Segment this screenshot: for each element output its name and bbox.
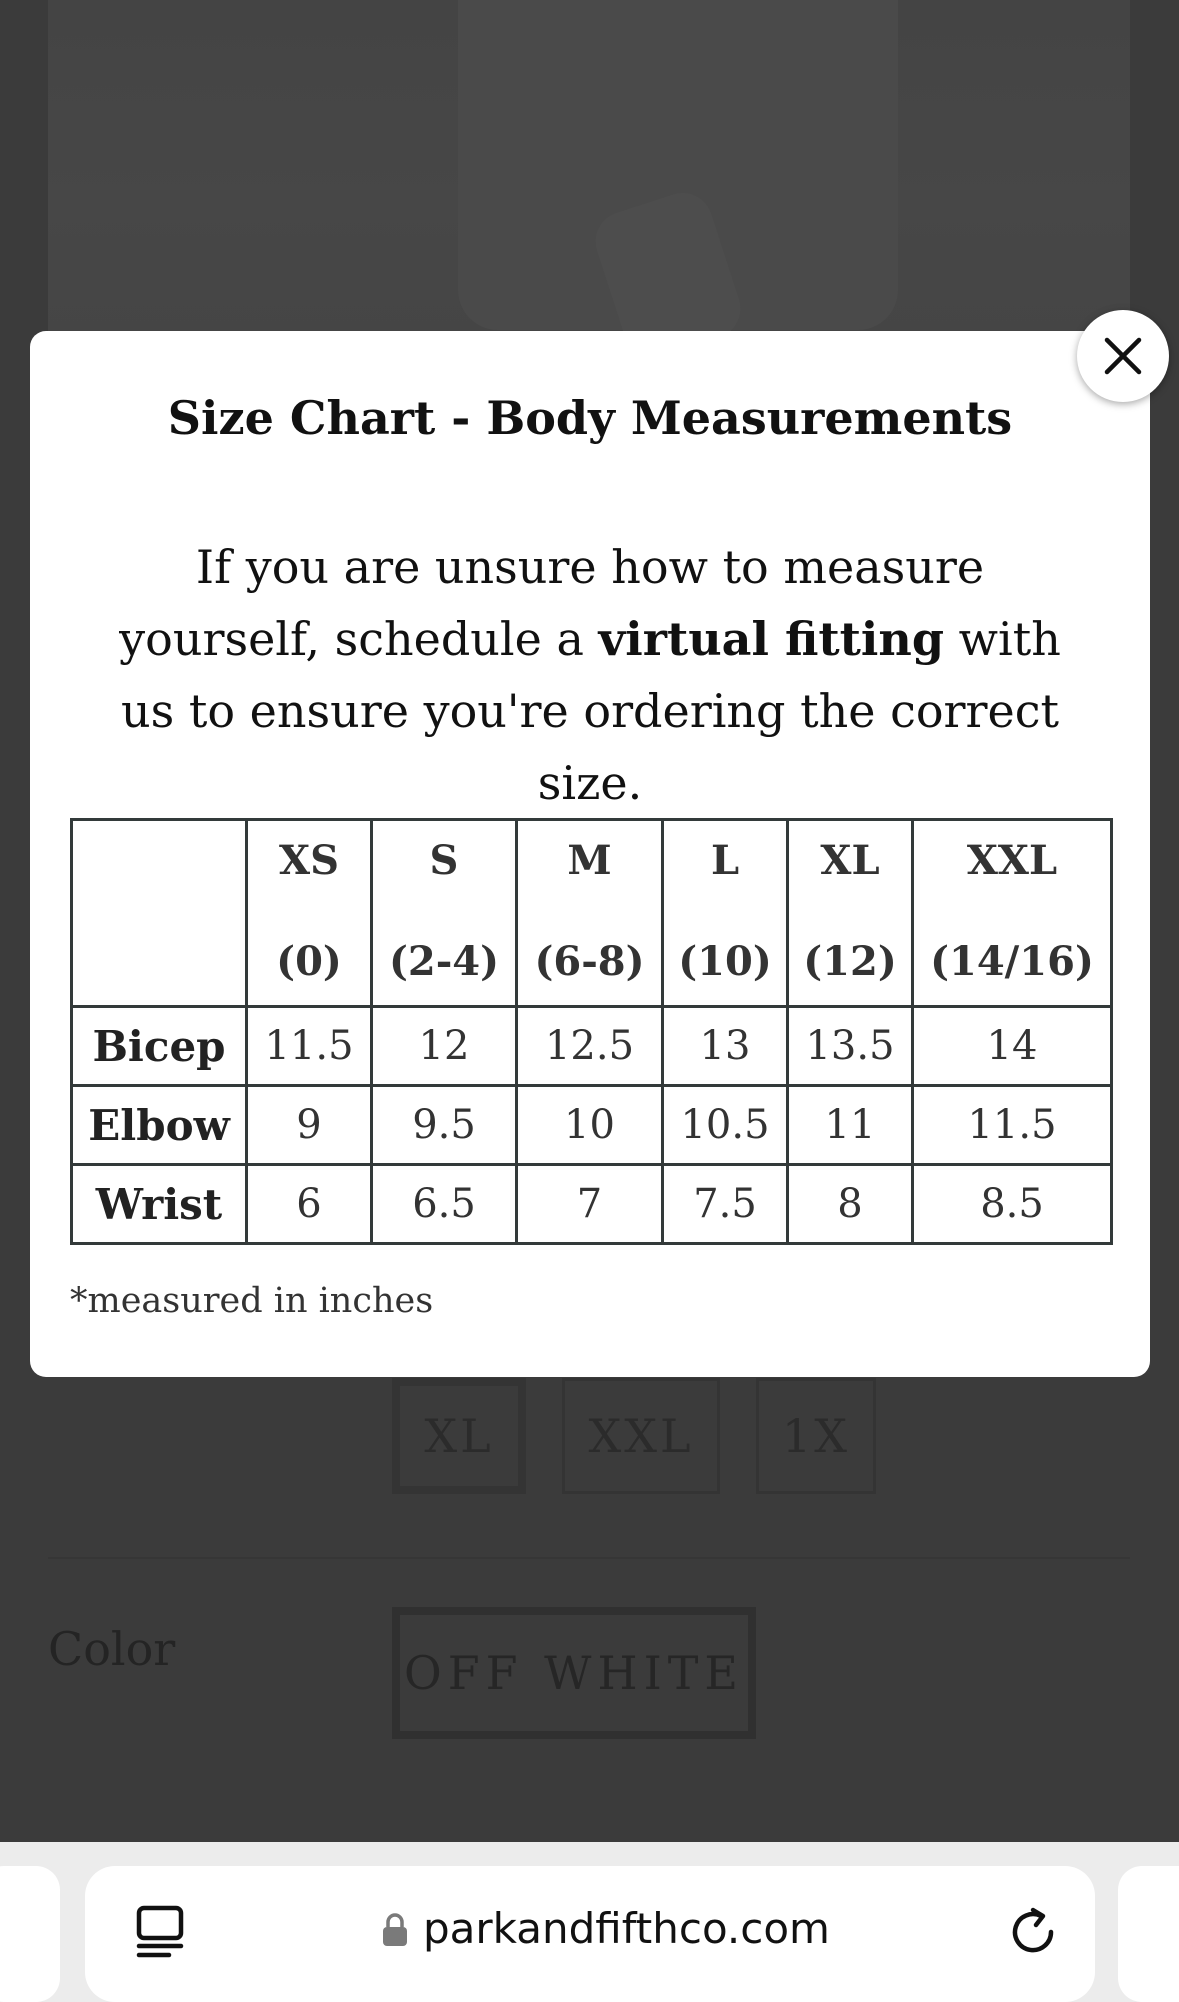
header-empty-cell [72,820,247,1007]
lock-icon [381,1912,409,1948]
header-xl: XL (12) [788,820,913,1007]
browser-bottom-bar [0,1842,1179,2002]
table-row [72,1165,1112,1244]
size-chart-table [70,818,1113,1245]
table-cell: 12 [372,1007,517,1086]
size-option-xxl[interactable]: XXL [562,1378,720,1494]
table-cell: 12.5 [517,1007,663,1086]
table-cell: 9 [247,1086,372,1165]
header-l: L (10) [663,820,788,1007]
table-row [72,1086,1112,1165]
table-cell: 6 [247,1165,372,1244]
table-cell: 7.5 [663,1165,788,1244]
table-cell: 8.5 [913,1165,1112,1244]
table-cell: 6.5 [372,1165,517,1244]
table-cell: 9.5 [372,1086,517,1165]
header-s: S (2-4) [372,820,517,1007]
row-label-bicep: Bicep [72,1007,247,1086]
size-selector [392,1378,876,1494]
close-icon [1101,334,1145,378]
table-cell: 10 [517,1086,663,1165]
intro-text-2: with us to ensure you're ordering the correct size. [121,612,1061,810]
product-image [48,0,1130,340]
header-xxl: XXL (14/16) [913,820,1112,1007]
url-text[interactable]: parkandfifthco.com [423,1904,830,1953]
table-cell: 8 [788,1165,913,1244]
size-option-xl[interactable]: XL [392,1378,526,1494]
virtual-fitting-text: virtual fitting [598,612,944,666]
modal-intro [90,531,1090,819]
table-cell: 10.5 [663,1086,788,1165]
table-header-row [72,820,1112,1007]
previous-tab-preview[interactable] [0,1866,60,2002]
modal-title: Size Chart - Body Measurements [167,391,1013,445]
close-button[interactable] [1077,310,1169,402]
header-m: M (6-8) [517,820,663,1007]
measurement-footnote: *measured in inches [70,1281,434,1321]
table-cell: 7 [517,1165,663,1244]
next-tab-preview[interactable] [1118,1866,1179,2002]
table-cell: 14 [913,1007,1112,1086]
color-option-off-white[interactable]: OFF WHITE [392,1607,756,1739]
header-xs: XS (0) [247,820,372,1007]
reload-icon[interactable] [1003,1902,1063,1962]
table-cell: 11.5 [913,1086,1112,1165]
table-cell: 13.5 [788,1007,913,1086]
table-cell: 11.5 [247,1007,372,1086]
color-label: Color [48,1622,176,1676]
table-cell: 11 [788,1086,913,1165]
table-cell: 13 [663,1007,788,1086]
table-row [72,1007,1112,1086]
tabs-icon[interactable] [135,1902,185,1962]
divider [48,1557,1130,1559]
row-label-elbow: Elbow [72,1086,247,1165]
row-label-wrist: Wrist [72,1165,247,1244]
size-chart-modal [30,331,1150,1377]
size-option-1x[interactable]: 1X [756,1378,876,1494]
address-bar[interactable] [85,1866,1095,2002]
intro-text-1: If you are unsure how to measure yourself, schedule a [119,540,985,666]
